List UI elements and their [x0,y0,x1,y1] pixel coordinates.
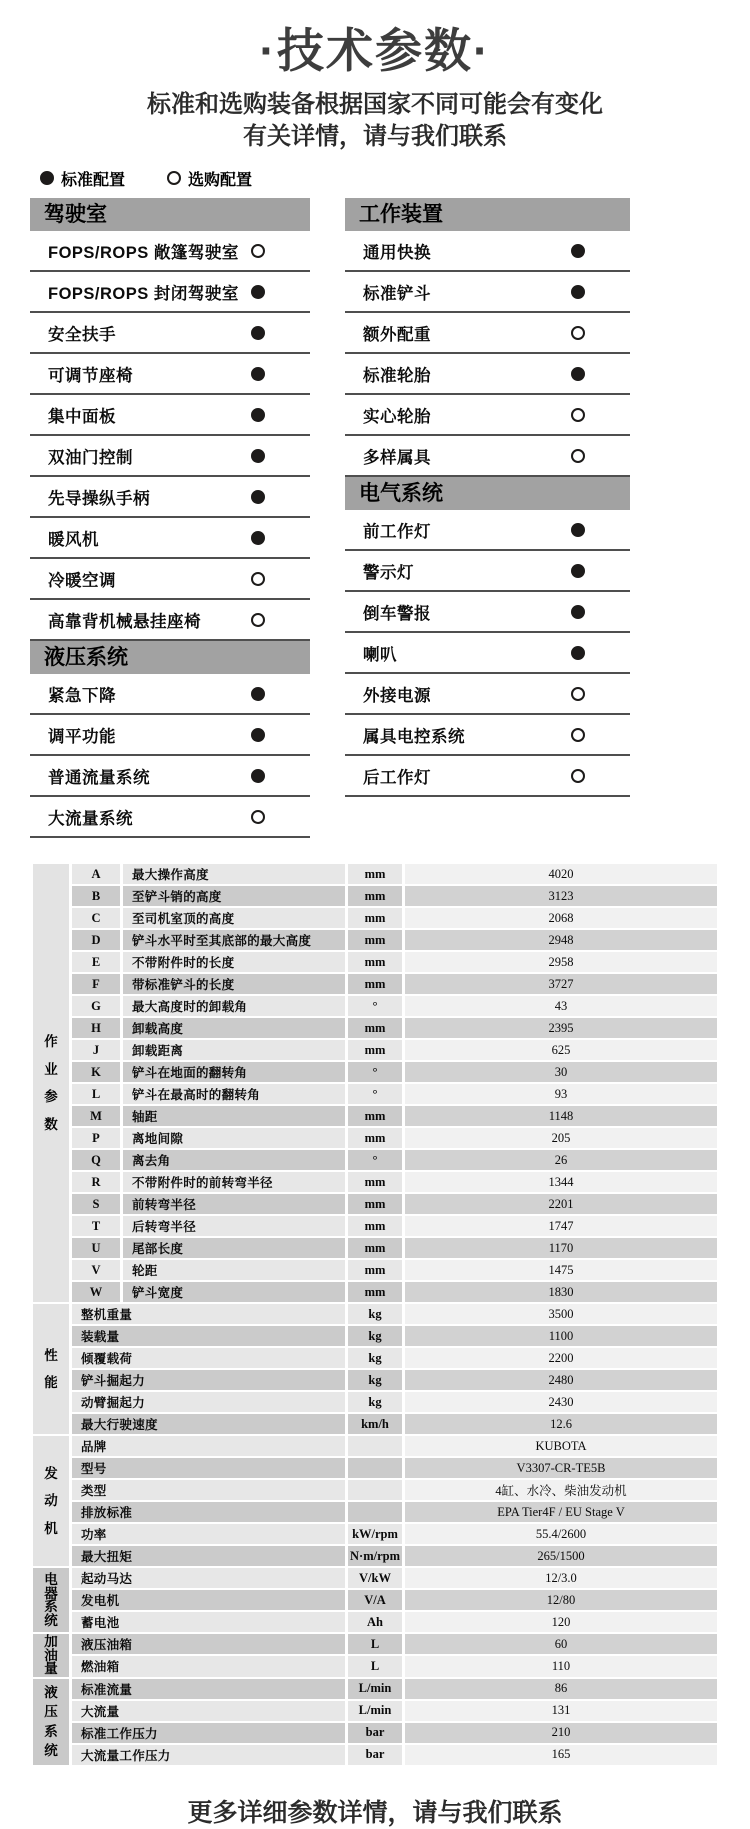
spec-letter-cell: D [72,930,120,950]
spec-row [33,1172,717,1192]
filled-dot-icon [571,285,585,299]
filled-dot-icon [40,171,54,185]
equipment-item [30,231,310,272]
spec-unit-cell: L/min [348,1679,402,1699]
spec-row [33,1723,717,1743]
spec-row [33,864,717,884]
equipment-item [30,313,310,354]
spec-value-cell: 1148 [405,1106,717,1126]
spec-letter-cell: K [72,1062,120,1082]
spec-value-cell: 3500 [405,1304,717,1324]
spec-row [33,1745,717,1765]
spec-value-cell: 210 [405,1723,717,1743]
spec-value-cell: 30 [405,1062,717,1082]
spec-value-cell: 12/3.0 [405,1568,717,1588]
spec-unit-cell: N·m/rpm [348,1546,402,1566]
spec-row [33,1260,717,1280]
spec-name-cell: 铲斗掘起力 [72,1370,345,1390]
equipment-item-label: 喇叭 [363,645,397,664]
page-subtitle-2: 有关详情，请与我们联系 [243,123,507,151]
spec-name-cell: 功率 [72,1524,345,1544]
spec-letter-cell: R [72,1172,120,1192]
equipment-item-label: 标准轮胎 [363,366,431,385]
spec-name-cell: 动臂掘起力 [72,1392,345,1412]
spec-name-cell: 离去角 [123,1150,345,1170]
spec-letter-cell: M [72,1106,120,1126]
spec-letter-cell: P [72,1128,120,1148]
spec-name-cell: 铲斗在最高时的翻转角 [123,1084,345,1104]
spec-group-label [33,1568,69,1632]
equipment-item [30,715,310,756]
spec-unit-cell: mm [348,1172,402,1192]
spec-value-cell: 12.6 [405,1414,717,1434]
equipment-item-label: 额外配重 [363,325,431,344]
spec-group-label-text: 发 动 机 [44,1465,58,1536]
equipment-item [345,231,630,272]
equipment-item [30,559,310,600]
spec-value-cell: V3307-CR-TE5B [405,1458,717,1478]
equipment-item [30,272,310,313]
spec-name-cell: 标准流量 [72,1679,345,1699]
spec-unit-cell: mm [348,864,402,884]
spec-table-wrap [30,862,720,1767]
equipment-item-label: 前工作灯 [363,522,431,541]
equipment-item-label: 多样属具 [363,448,431,467]
spec-name-cell: 铲斗水平时至其底部的最大高度 [123,930,345,950]
spec-unit-cell: km/h [348,1414,402,1434]
spec-row [33,1282,717,1302]
spec-row [33,1546,717,1566]
spec-row [33,1150,717,1170]
spec-value-cell: 110 [405,1656,717,1676]
spec-unit-cell: ° [348,1150,402,1170]
spec-name-cell: 大流量工作压力 [72,1745,345,1765]
spec-value-cell: 205 [405,1128,717,1148]
spec-name-cell: 不带附件时的长度 [123,952,345,972]
hollow-dot-icon [571,449,585,463]
spec-row [33,996,717,1016]
equipment-item [30,797,310,838]
spec-name-cell: 燃油箱 [72,1656,345,1676]
page-title: ·技术参数· [259,24,491,77]
hollow-dot-icon [571,728,585,742]
spec-unit-cell: kg [348,1326,402,1346]
equipment-item [30,395,310,436]
spec-unit-cell: mm [348,1216,402,1236]
spec-value-cell: 4缸、水冷、柴油发动机 [405,1480,717,1500]
spec-name-cell: 最大行驶速度 [72,1414,345,1434]
spec-row [33,1128,717,1148]
legend-standard-label: 标准配置 [61,171,126,189]
spec-row [33,886,717,906]
spec-unit-cell: ° [348,1062,402,1082]
spec-letter-cell: E [72,952,120,972]
spec-unit-cell: kg [348,1348,402,1368]
equipment-item-label: 冷暖空调 [48,571,116,590]
spec-unit-cell: bar [348,1745,402,1765]
spec-row [33,1348,717,1368]
spec-row [33,1194,717,1214]
spec-group-label [33,1679,69,1765]
spec-name-cell: 整机重量 [72,1304,345,1324]
spec-row [33,1701,717,1721]
spec-unit-cell: mm [348,974,402,994]
legend-standard [40,167,125,190]
spec-name-cell: 至铲斗销的高度 [123,886,345,906]
equipment-item-label: 普通流量系统 [48,768,150,787]
filled-dot-icon [571,523,585,537]
spec-letter-cell: S [72,1194,120,1214]
equipment-item [30,674,310,715]
spec-value-cell: 93 [405,1084,717,1104]
spec-row [33,1634,717,1654]
spec-letter-cell: H [72,1018,120,1038]
equipment-item [345,756,630,797]
spec-unit-cell: L/min [348,1701,402,1721]
equipment-section-header: 工作装置 [345,198,630,231]
spec-row [33,1392,717,1412]
spec-unit-cell: kg [348,1392,402,1412]
hollow-dot-icon [167,171,181,185]
equipment-item-label: 外接电源 [363,686,431,705]
spec-row [33,1238,717,1258]
spec-row [33,1480,717,1500]
spec-group-label [33,1634,69,1677]
equipment-item-label: 双油门控制 [48,448,133,467]
equipment-section-header: 驾驶室 [30,198,310,231]
equipment-item [30,477,310,518]
spec-value-cell: 265/1500 [405,1546,717,1566]
spec-group-label-text: 作 业 参 数 [44,1034,58,1132]
spec-name-cell: 最大扭矩 [72,1546,345,1566]
spec-value-cell: 2948 [405,930,717,950]
spec-unit-cell: mm [348,1040,402,1060]
spec-group-label-text: 性 能 [44,1347,58,1391]
filled-dot-icon [251,285,265,299]
equipment-item-label: 集中面板 [48,407,116,426]
equipment-item [30,436,310,477]
filled-dot-icon [251,490,265,504]
equipment-item [345,592,630,633]
spec-letter-cell: C [72,908,120,928]
spec-name-cell: 带标准铲斗的长度 [123,974,345,994]
spec-name-cell: 品牌 [72,1436,345,1456]
spec-name-cell: 标准工作压力 [72,1723,345,1743]
spec-row [33,1436,717,1456]
filled-dot-icon [251,408,265,422]
spec-name-cell: 排放标准 [72,1502,345,1522]
spec-name-cell: 轮距 [123,1260,345,1280]
spec-name-cell: 前转弯半径 [123,1194,345,1214]
equipment-item [345,674,630,715]
spec-name-cell: 装载量 [72,1326,345,1346]
spec-unit-cell: mm [348,908,402,928]
equipment-item-label: 倒车警报 [363,604,431,623]
equipment-item [345,272,630,313]
equipment-item [345,354,630,395]
spec-row [33,1106,717,1126]
spec-value-cell: 1747 [405,1216,717,1236]
spec-unit-cell: V/A [348,1590,402,1610]
spec-row [33,1590,717,1610]
spec-letter-cell: J [72,1040,120,1060]
spec-value-cell: 2958 [405,952,717,972]
spec-unit-cell: mm [348,886,402,906]
filled-dot-icon [571,244,585,258]
spec-value-cell: 2395 [405,1018,717,1038]
equipment-item [30,518,310,559]
filled-dot-icon [251,687,265,701]
legend-optional [167,167,252,190]
spec-unit-cell [348,1502,402,1522]
equipment-item [345,551,630,592]
spec-value-cell: 1475 [405,1260,717,1280]
spec-value-cell: 26 [405,1150,717,1170]
spec-unit-cell: ° [348,1084,402,1104]
spec-unit-cell [348,1480,402,1500]
spec-value-cell: 2430 [405,1392,717,1412]
filled-dot-icon [251,531,265,545]
equipment-item-label: FOPS/ROPS 敞篷驾驶室 [48,243,239,262]
filled-dot-icon [251,326,265,340]
spec-row [33,1524,717,1544]
equipment-item [30,600,310,641]
filled-dot-icon [251,769,265,783]
spec-letter-cell: A [72,864,120,884]
hollow-dot-icon [251,810,265,824]
equipment-item-label: 属具电控系统 [363,727,465,746]
spec-unit-cell: mm [348,1238,402,1258]
hollow-dot-icon [571,408,585,422]
legend-optional-label: 选购配置 [188,171,253,189]
spec-letter-cell: U [72,1238,120,1258]
spec-value-cell: 12/80 [405,1590,717,1610]
spec-row [33,1679,717,1699]
equipment-item-label: 实心轮胎 [363,407,431,426]
spec-value-cell: 4020 [405,864,717,884]
spec-name-cell: 最大操作高度 [123,864,345,884]
spec-name-cell: 最大高度时的卸载角 [123,996,345,1016]
spec-name-cell: 卸载距离 [123,1040,345,1060]
spec-unit-cell: ° [348,996,402,1016]
spec-row [33,1018,717,1038]
filled-dot-icon [571,564,585,578]
spec-value-cell: 43 [405,996,717,1016]
spec-letter-cell: V [72,1260,120,1280]
spec-value-cell: 131 [405,1701,717,1721]
equipment-item-label: 紧急下降 [48,686,116,705]
spec-value-cell: 2068 [405,908,717,928]
spec-unit-cell: kW/rpm [348,1524,402,1544]
spec-row [33,952,717,972]
spec-name-cell: 卸载高度 [123,1018,345,1038]
spec-unit-cell: mm [348,1106,402,1126]
spec-row [33,1568,717,1588]
spec-row [33,1040,717,1060]
spec-row [33,1612,717,1632]
equipment-area [30,198,750,838]
spec-row [33,1502,717,1522]
spec-unit-cell: mm [348,1128,402,1148]
equipment-item [345,633,630,674]
spec-row [33,1084,717,1104]
legend [40,168,750,188]
filled-dot-icon [251,367,265,381]
spec-name-cell: 离地间隙 [123,1128,345,1148]
equipment-item [345,395,630,436]
spec-unit-cell: mm [348,1260,402,1280]
spec-value-cell: 2201 [405,1194,717,1214]
page-subtitle-1: 标准和选购装备根据国家不同可能会有变化 [147,91,603,119]
spec-unit-cell: L [348,1656,402,1676]
filled-dot-icon [571,646,585,660]
spec-group-label-text: 液 压 系 统 [44,1684,58,1759]
equipment-item-label: 标准铲斗 [363,284,431,303]
spec-name-cell: 大流量 [72,1701,345,1721]
spec-letter-cell: G [72,996,120,1016]
hollow-dot-icon [251,244,265,258]
filled-dot-icon [571,367,585,381]
equipment-item [345,313,630,354]
spec-value-cell: 60 [405,1634,717,1654]
spec-value-cell: EPA Tier4F / EU Stage V [405,1502,717,1522]
spec-value-cell: KUBOTA [405,1436,717,1456]
spec-name-cell: 类型 [72,1480,345,1500]
spec-row [33,1216,717,1236]
filled-dot-icon [251,449,265,463]
spec-name-cell: 发电机 [72,1590,345,1610]
spec-value-cell: 3727 [405,974,717,994]
spec-name-cell: 后转弯半径 [123,1216,345,1236]
spec-row [33,1304,717,1324]
spec-letter-cell: F [72,974,120,994]
filled-dot-icon [571,605,585,619]
spec-value-cell: 3123 [405,886,717,906]
spec-value-cell: 165 [405,1745,717,1765]
equipment-item [345,510,630,551]
spec-value-cell: 2200 [405,1348,717,1368]
equipment-section-header: 液压系统 [30,641,310,674]
spec-value-cell: 2480 [405,1370,717,1390]
spec-unit-cell: L [348,1634,402,1654]
spec-row [33,1656,717,1676]
spec-value-cell: 1170 [405,1238,717,1258]
spec-value-cell: 1830 [405,1282,717,1302]
equipment-item [30,354,310,395]
equipment-item-label: 调平功能 [48,727,116,746]
spec-unit-cell [348,1436,402,1456]
spec-row [33,1062,717,1082]
spec-unit-cell: kg [348,1304,402,1324]
hollow-dot-icon [571,687,585,701]
equipment-item-label: 暖风机 [48,530,99,549]
spec-unit-cell: mm [348,1194,402,1214]
spec-value-cell: 1100 [405,1326,717,1346]
spec-unit-cell: Ah [348,1612,402,1632]
spec-unit-cell: mm [348,952,402,972]
equipment-item [345,715,630,756]
spec-row [33,1414,717,1434]
spec-value-cell: 86 [405,1679,717,1699]
footer-note: 更多详细参数详情，请与我们联系 [187,1798,563,1827]
spec-letter-cell: T [72,1216,120,1236]
spec-row [33,974,717,994]
spec-value-cell: 625 [405,1040,717,1060]
equipment-item [345,436,630,477]
spec-unit-cell: kg [348,1370,402,1390]
spec-letter-cell: Q [72,1150,120,1170]
equipment-item-label: 高靠背机械悬挂座椅 [48,612,201,631]
spec-letter-cell: B [72,886,120,906]
spec-name-cell: 起动马达 [72,1568,345,1588]
spec-name-cell: 蓄电池 [72,1612,345,1632]
filled-dot-icon [251,728,265,742]
hollow-dot-icon [251,613,265,627]
equipment-item-label: 大流量系统 [48,809,133,828]
spec-name-cell: 液压油箱 [72,1634,345,1654]
spec-name-cell: 铲斗在地面的翻转角 [123,1062,345,1082]
spec-unit-cell: bar [348,1723,402,1743]
equipment-item-label: 先导操纵手柄 [48,489,150,508]
spec-name-cell: 轴距 [123,1106,345,1126]
spec-unit-cell [348,1458,402,1478]
equipment-item-label: FOPS/ROPS 封闭驾驶室 [48,284,239,303]
spec-unit-cell: mm [348,930,402,950]
equipment-item-label: 警示灯 [363,563,414,582]
equipment-item [30,756,310,797]
hollow-dot-icon [571,326,585,340]
spec-name-cell: 至司机室顶的高度 [123,908,345,928]
equipment-item-label: 通用快换 [363,243,431,262]
spec-name-cell: 铲斗宽度 [123,1282,345,1302]
spec-row [33,1326,717,1346]
spec-name-cell: 尾部长度 [123,1238,345,1258]
spec-unit-cell: mm [348,1282,402,1302]
spec-unit-cell: V/kW [348,1568,402,1588]
spec-name-cell: 倾覆载荷 [72,1348,345,1368]
spec-name-cell: 型号 [72,1458,345,1478]
spec-group-label [33,1436,69,1566]
equipment-item-label: 可调节座椅 [48,366,133,385]
spec-letter-cell: L [72,1084,120,1104]
spec-row [33,930,717,950]
equipment-column-right [345,198,630,838]
spec-letter-cell: W [72,1282,120,1302]
hollow-dot-icon [571,769,585,783]
spec-value-cell: 1344 [405,1172,717,1192]
equipment-section-header: 电气系统 [345,477,630,510]
spec-group-label-text: 加 油 量 [44,1634,58,1677]
hollow-dot-icon [251,572,265,586]
spec-row [33,908,717,928]
equipment-column-left [30,198,310,838]
spec-value-cell: 55.4/2600 [405,1524,717,1544]
spec-group-label [33,1304,69,1434]
equipment-item-label: 后工作灯 [363,768,431,787]
spec-group-label [33,864,69,1302]
spec-group-label-text: 电 器 系 统 [44,1572,58,1628]
equipment-item-label: 安全扶手 [48,325,116,344]
spec-name-cell: 不带附件时的前转弯半径 [123,1172,345,1192]
spec-table [30,862,720,1767]
spec-unit-cell: mm [348,1018,402,1038]
spec-value-cell: 120 [405,1612,717,1632]
spec-row [33,1458,717,1478]
spec-row [33,1370,717,1390]
